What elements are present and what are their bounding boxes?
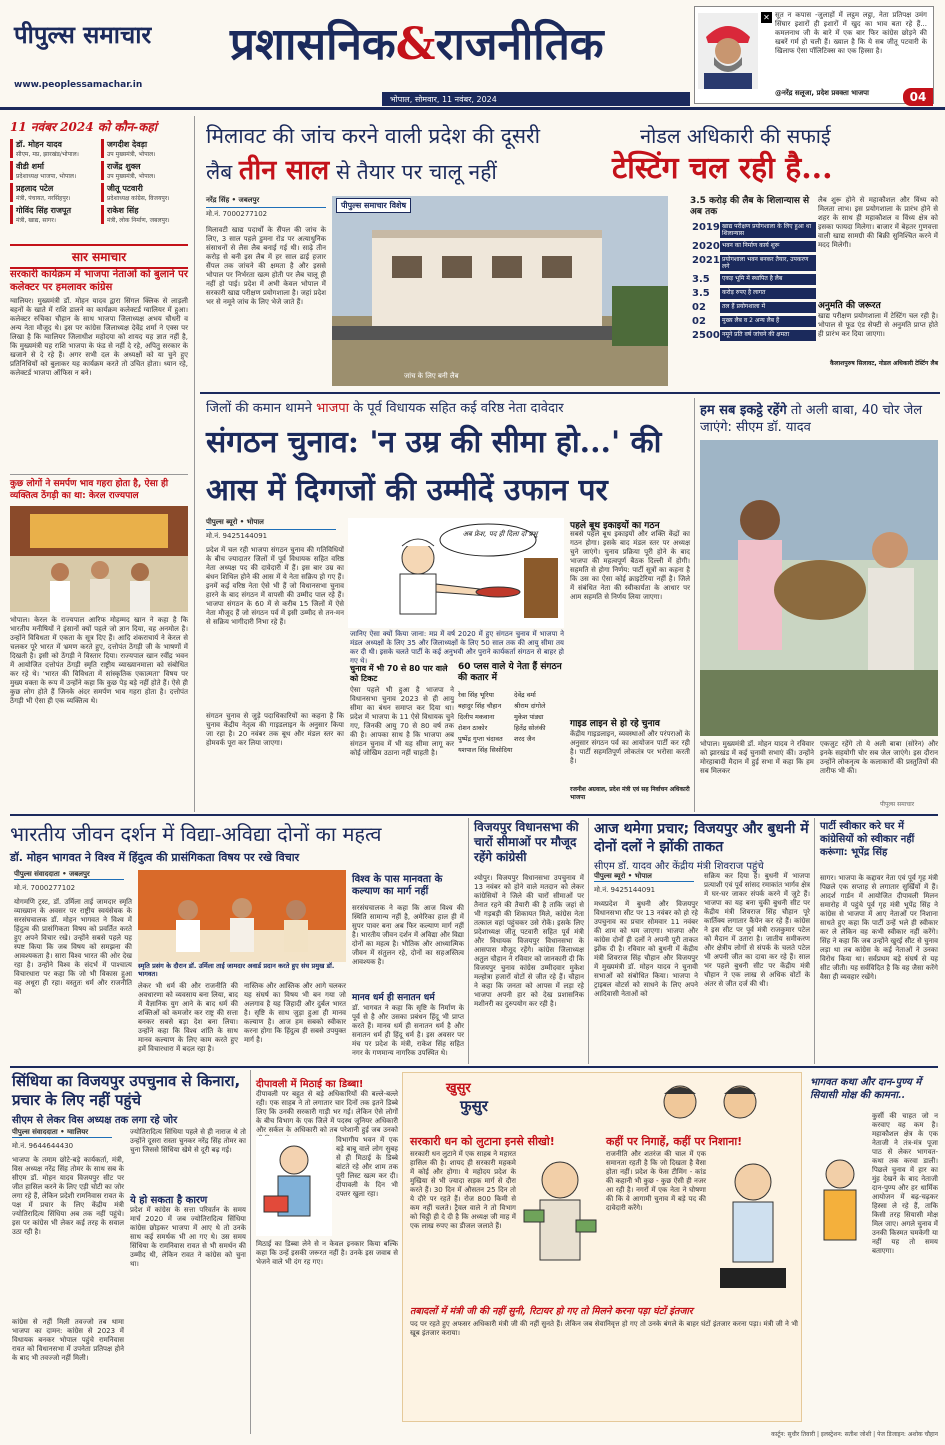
- person-detail: मंत्री, खाद्य, सागर।: [16, 217, 57, 224]
- timeline-year: 2021: [692, 255, 720, 266]
- khusur-title-a: खुसुर: [446, 1081, 471, 1096]
- lab-mobile: मो.नं. 7000277102: [206, 210, 268, 218]
- prachar-headline: आज थमेगा प्रचार; विजयपुर और बुधनी में दोनों दलों ने झोंकी ताकत: [594, 821, 809, 855]
- column-divider: [194, 116, 195, 812]
- lab-headline-line2: [206, 150, 616, 187]
- timeline-year: 3.5: [692, 288, 710, 299]
- birthdays-panel: [10, 118, 188, 240]
- list-item: बहादुर सिंह चौहान: [458, 702, 502, 710]
- timeline-row: [692, 274, 816, 285]
- cartoon-bubble: अब फ्रेश, पद ही दिला दो प्रभु: [462, 530, 538, 538]
- money-cartoon: [520, 1150, 600, 1300]
- timeline-text: मुख्य लैब व 2 अन्य लैब हैं: [720, 316, 816, 327]
- lab-headline-line1: मिलावट की जांच करने वाली प्रदेश की दूसरी: [206, 124, 541, 148]
- scindia-body3: प्रदेश में कांग्रेस के सत्ता परिवर्तन के समय मार्च 2020 में जब ज्योतिरादित्य सिंधिया कांग्रेस छोड़कर भाजपा में आए थे तो उनके साथ कई समर्थक भी आ गए थे। उस समय सिंधिया के रामनिवास रावत से भी समर्थन की उम्मीद थी, लेकिन रावत ने कांग्रेस को चुना था।: [130, 1206, 246, 1268]
- timeline-text: खाद्य परीक्षण प्रयोगशाला के लिए हुआ था शिलान्यास: [720, 222, 816, 238]
- age-body: ऐसा पहले भी हुआ है भाजपा ने विधानसभा चुनाव 2023 से ही आयु सीमा का बंधन समाप्त कर दिया था। प्रदेश में भाजपा के 11 ऐसे विधायक चुने गए, जिनकी आयु 70 से 80 वर्ष तक की है। आपका साथ है कि भाजपा अब संगठन चुनाव में भी यह सीमा लागू कर कोई जोखिम उठाना नहीं चाहती है।: [350, 686, 454, 757]
- khusur-title: [446, 1078, 488, 1116]
- timeline-row: [692, 330, 816, 341]
- masthead: [0, 0, 945, 110]
- list-item: रेवा सिंह भूरिया: [458, 691, 494, 699]
- khusur-item2-body: राजनीति और शतरंज की चाल में एक समानता रहती है कि जो दिखता है वैसा होता नहीं। प्रदेश के फेस टीमिंग - कांड की कहानी भी कुछ - कुछ ऐसी ही नजर आ रही है। नगरों में एक नेता ने घोषणा की कि वे आगामी चुनाव में बड़े पद की दावेदारी करेंगे।: [606, 1150, 706, 1212]
- booth-headline: पहले बूथ इकाइयों का गठन: [570, 521, 660, 531]
- person-detail: प्रदेशाध्यक्ष भाजपा, भोपाल।: [16, 173, 77, 180]
- person-name: राजेंद्र शुक्ल: [107, 162, 141, 171]
- scindia-body4: कांग्रेस से नहीं मिली तवज्जो तब थामा भाजपा का दामन: कांग्रेस से 2023 में विधायक बनकर भोपाल पहुंचे रामनिवास रावत को विधानसभा में उपनेता प्रतिपक्ष होने के बाद भी तवज्जो नहीं मिली।: [12, 1318, 124, 1362]
- tweet-box: [694, 6, 934, 104]
- cm-dance-photo: [700, 440, 938, 736]
- column-divider: [588, 818, 589, 1064]
- person-card: [101, 205, 188, 224]
- sangathan-body: प्रदेश में चल रही भाजपा संगठन चुनाव की गतिविधियों के बीच ज्यादातर जिलों में पूर्व विधायक सहित वरिष्ठ नेता अध्यक्ष पद की दावेदारी में हैं। इस बार उम्र का बंधन शिथिल होने की आस में ये नेता सक्रिय हो गए हैं। इनमें कई वरिष्ठ नेता ऐसे भी हैं जो विधानसभा चुनाव हारने के बाद संगठन में वापसी की उम्मीद पाल रहे हैं। भाजपा संगठन के 60 में से करीब 15 जिलों में ऐसे नेता मौजूद हैं जो संगठन पर्व में इसी उम्मीद से तन-मन से सक्रिय भागीदारी निभा रहे हैं।: [206, 546, 344, 626]
- governor-event-photo: [10, 506, 188, 612]
- list-item: रोशन ठाकोर: [458, 724, 488, 732]
- birthdays-list: [10, 139, 188, 224]
- diwali-body: दीपावली पर बहुत से बड़े अधिकारियों की बल्ले-बल्ले रही। एक साहब ने तो लगातार चार दिनों तक इतने डिब्बे लिए कि उनकी सरकारी गाड़ी भर गई। लेकिन ऐसे लोगों के बीच विभाग के एक जिले में पदस्थ जूनियर अधिकारी और सर्कल के अधिकारी को तब परेशानी हुई जब उनको: [256, 1090, 398, 1134]
- alibaba-credit: पीपुल्स समाचार: [880, 801, 915, 808]
- anumati-headline: अनुमति की जरूरत: [818, 301, 881, 311]
- list-item: पुष्पेंद्र गुप्ता चंदावत: [458, 735, 503, 743]
- sar-item1-headline: सरकारी कार्यक्रम में भाजपा नेताओं को बुलाने पर कलेक्टर पर हमलावर कांग्रेस: [10, 269, 188, 293]
- list-item: दिलीप मकवाना: [458, 713, 495, 721]
- person-name: वीडी शर्मा: [16, 162, 44, 171]
- timeline-year: 2020: [692, 241, 720, 252]
- sangathan-headline-line1: संगठन चुनाव: 'न उम्र की सीमा हो...' की: [206, 425, 662, 460]
- timeline-title: 3.5 करोड़ की लैब के शिलान्यास से अब तक: [690, 196, 810, 217]
- bhagwat-side-body: सरसंघचालक ने कहा कि आज विश्व की स्थिति सामान्य नहीं है, अमेरिका हाल ही में सुपर पावर बना अब फिर कल्याण मार्ग नहीं है। भारतीय जीवन दर्शन में अविद्या और विद्या दोनों का महत्व है। भौतिक और आध्यात्मिक जीवन में संतुलन रहे, दोनों का सहअस्तित्व आवश्यक है।: [352, 904, 464, 966]
- kicker-red: भाजपा: [316, 401, 349, 416]
- person-card: [101, 183, 188, 202]
- person-name: जगदीश देवड़ा: [107, 140, 148, 149]
- bhagwat-mobile: मो.नं. 7000277102: [14, 884, 76, 892]
- timeline-year: 02: [692, 316, 706, 327]
- bhagwat-body2: लेकर भी धर्म की और राजनीति की अवधारणा को व्यवसाय बना लिया, बाद में वैज्ञानिक युग आने के बाद धर्म की शक्तिओं को कमजोर कर राष्ट्र की सत्ता बनकर सबसे बड़ा देश बना लिया। उन्होंने कहा कि विश्व शांति के साथ मानव कल्याण के लिए काम करते हुए हमें विचारधारा में बदल रहा है।: [138, 982, 238, 1053]
- bhupendra-body: सागर। भाजपा के कद्दावर नेता एवं पूर्व गृह मंत्री पिछले एक सप्ताह से लगातार सुर्खियों में हैं। आदर्श गार्डन में आयोजित दीपावली मिलन समारोह में पहुंचे पूर्व गृह मंत्री भूपेंद्र सिंह ने कांग्रेस से भाजपा में आए नेताओं पर निशाना साधते हुए कहा कि पार्टी उन्हें भले ही स्वीकार कर ले लेकिन वह कभी स्वीकार नहीं करेंगे। सिंह ने कहा कि जब उन्होंने खुरई सीट से चुनाव लड़ा था तब कांग्रेस के कई नेताओं ने उनका विरोध किया था। सर्वप्रथम बड़े संघर्ष से यह सीट जीती। यह सर्वविदित है कि वह जैसा करेंगे वैसा ही व्यवहार रखेंगे।: [820, 874, 938, 981]
- bhagwat-event-photo: [138, 870, 346, 962]
- kicker-b: के पूर्व विधायक सहित कई वरिष्ठ नेता दावेदार: [353, 401, 564, 416]
- timeline-row: [692, 316, 816, 327]
- timeline-year: 02: [692, 302, 706, 313]
- column-divider: [468, 818, 469, 1064]
- bhagwat-body3: नास्तिक और आस्तिक और आगे चलकर यह संघर्ष का विषय भी बन गया जो अलगाव है यह जिहादी और दुर्बल भारत है। सृष्टि के साथ जुड़ा हुआ ही मानव कल्याण है। आज हम सबको स्वीकार करना होगा कि हिंदुत्व ही सबसे उपयुक्त मार्ग है।: [244, 982, 346, 1044]
- bhagwat-side-headline: विश्व के पास मानवता के कल्याण का मार्ग नहीं: [352, 874, 443, 897]
- list-item: श्रीराम दांगोले: [514, 702, 546, 710]
- sar-item2-headline: कुछ लोगों ने समर्पण भाव गहरा होता है, ऐसा ही व्यक्तित्व ठेंगड़ी का था: केरल राज्यपाल: [10, 479, 169, 501]
- list-item: शरद जैन: [514, 735, 536, 743]
- person-card: [10, 205, 97, 224]
- timeline-year: 3.5: [692, 274, 710, 285]
- age-headline: चुनाव में भी 70 से 80 पार वाले को टिकट: [350, 664, 448, 683]
- guide-author: रजनीश अग्रवाल, प्रदेश मंत्री एवं सह निर्वाचन अधिकारी भाजपा: [570, 786, 690, 801]
- person-detail: उप मुख्यमंत्री, भोपाल।: [107, 151, 156, 158]
- bhagwat-subhead: डॉ. मोहन भागवत ने विश्व में हिंदुत्व की प्रासंगिकता विषय पर रखे विचार: [10, 851, 300, 864]
- scindia-byline: पीपुल्स संवाददाता • ग्वालियर: [12, 1128, 112, 1138]
- timeline-text: एकड़ भूमि में स्थापित है लैब: [720, 274, 816, 285]
- sar-item1-body: ग्वालियर। मुख्यमंत्री डॉ. मोहन यादव द्वारा सिंगल क्लिक से लाड़ली बहनों के खाते में राशि डालने का कार्यक्रम कलेक्टर्ड ग्वालियर में हुआ। कलेक्टर रुचिका चौहान के साथ भाजपा जिलाध्यक्ष अभय चौधरी व अन्य नेता मौजूद थे। इस पर कांग्रेस जिलाध्यक्ष देवेंद्र शर्मा ने एक्स पर लिखा है कि ग्वालियर जिलाधीश महोदया को शायद यह ज्ञात नहीं है, कि मुख्यमंत्री यह राशि भाजपा के फंड से नहीं दे रहे, अपितु सरकार के खजाने से दे रहे हैं। अगर सभी दल के अध्यक्षों को या चुने हुए प्रतिनिधियों को बुलाकर यह कार्यक्रम करते तो उचित होता। ध्यान रहे, कलेक्टर्ड भाजपा ऑफिस न बने।: [10, 297, 188, 377]
- timeline-text: प्रयोगशाला भवन बनकर तैयार, उपकरण लगे: [720, 255, 816, 271]
- prachar-subhead: सीएम डॉ. यादव और केंद्रीय मंत्री शिवराज पहुंचे: [594, 861, 764, 872]
- lab-body: मिलावटी खाद्य पदार्थों के सैंपल की जांच के लिए, 3 साल पहले डुमना रोड पर अत्याधुनिक संसाधनों से लैस लैब बनाई गई थी। साढ़े तीन करोड़ से बनी इस लैब में हर साल ढाई हजार सैंपल तक जांचने की क्षमता है और इससे भोपाल पर निर्भरता खत्म होती पर लैब चालू ही नहीं हो पाई। प्रदेश में अभी केवल भोपाल में सरकारी खाद्य परीक्षण प्रयोगशाला है। जहां प्रदेश भर से नमूने जांच के लिए भेजे जाते हैं।: [206, 226, 326, 306]
- lab-byline: नरेंद्र सिंह • जबलपुर: [206, 196, 326, 208]
- bhagwat-body: योगमणि ट्रस्ट, डॉ. उर्मिला ताई जामदार स्मृति व्याख्यान के अवसर पर राष्ट्रीय स्वयंसेवक के सरसंघचालक डॉ. मोहन भागवत ने विश्व में हिंदुत्व की प्रासंगिकता विषय को प्रवर्तित करते हुए अपने विचार रखे। उन्होंने सबसे पहले यह स्पष्ट किया कि जब विषय को समझना की आवश्यकता है। सारा विश्व भारत की ओर देख रहा है। उन्होंने विश्व के संदर्भ में पाश्चात्य विचारधारा पर कहा कि जो भी विकास हुआ वह अधूरा ही रहा। वस्तुतः धर्म और राजनीति को: [14, 898, 132, 996]
- alibaba-caption2: एकजुट रहेंगे तो ये अली बाबा (सोरेन) और इनके सहयोगी चोर सब जेल जाएंगे। इस दौरान उन्होंने लोकनृत्य के कलाकारों की प्रस्तुतियों की तारीफ भी की।: [820, 740, 938, 775]
- scindia-reason-headline: ये हो सकता है कारण: [130, 1195, 208, 1206]
- nodal-headline-line2: टेस्टिंग चल रही है...: [612, 151, 833, 186]
- names-list: [458, 690, 568, 754]
- cartoon-caption: जानिए ऐसा क्यों किया जाना: मप्र में वर्ष 2020 में हुए संगठन चुनाव में भाजपा ने मंडल अध्यक्षों के लिए 35 और जिलाध्यक्षों के लिए 50 साल तक की आयु सीमा तय कर दी थी। इसके चलते पार्टी के कई अनुभवी और पुराने कार्यकर्ता संगठन से बाहर हो गए थे।: [350, 630, 564, 665]
- page-number: 04: [903, 88, 933, 106]
- column-divider: [814, 818, 815, 1064]
- sangathan-body2: संगठन चुनाव से जुड़े पदाधिकारियों का कहना है कि चुनाव केंद्रीय नेतृत्व की गाइडलाइन के अनुसार किया जा रहा है। 20 नवंबर तक बूथ और मंडल स्तर का होमवर्क पूरा कर लिया जाएगा।: [206, 712, 344, 747]
- person-name: जीतू पटवारी: [107, 184, 143, 193]
- timeline-list: [692, 222, 816, 344]
- alibaba-headline: [700, 402, 938, 436]
- timeline-row: [692, 288, 816, 299]
- sangathan-mobile: मो.नं. 9425144091: [206, 532, 268, 540]
- divider: [10, 814, 938, 816]
- diwali-body2: मिठाई का डिब्बा लेने से न केवल इनकार किया बल्कि कहा कि उन्हें इसकी जरूरत नहीं है। उनके इस जवाब से भेजने वाले भी दंग रह गए।: [256, 1240, 398, 1266]
- sangathan-byline: पीपुल्स ब्यूरो • भोपाल: [206, 518, 336, 530]
- timeline-row: [692, 302, 816, 313]
- khusur-item2-headline: कहीं पर निगाहें, कहीं पर निशाना!: [606, 1135, 743, 1148]
- person-name: डॉ. मोहन यादव: [16, 140, 62, 149]
- tweet-text: सूत न कपास -जुलाहों में लट्ठम लट्ठा, नेता प्रतिपक्ष उमंग सिंघार इशारों ही इशारों में खुद का भाव बता रहे हैं... कमलनाथ जी के बारे में एक बार फिर कांग्रेस छोड़ने की खबरें गर्म हो चली हैं। ख्याल है कि ये सब जीतू पटवारी के खिलाफ ऐसा पॉलिटिक्स का एक हिस्सा है।: [775, 11, 927, 55]
- khusur-bottom-headline: तबादलों में मंत्री जी की नहीं सुनी, रिटायर हो गए तो मिलने करना पड़ा घंटों इंतजार: [410, 1306, 693, 1317]
- person-detail: उप मुख्यमंत्री, भोपाल।: [107, 173, 156, 180]
- timeline-row: [692, 255, 816, 271]
- scindia-subhead: सीएम से लेकर विस अध्यक्ष तक लगा रहे जोर: [12, 1115, 178, 1126]
- person-detail: प्रदेशाध्यक्ष कांग्रेस, विजयपुर।: [107, 195, 170, 202]
- lab-photo-label: पीपुल्स समाचार विशेष: [336, 198, 411, 213]
- diwali-body3: विभागीय भवन में एक बड़े बाबू वाले लोग सुबह से ही मिठाई के डिब्बे बांटते रहे और शाम तक पूरी लिस्ट खत्म कर दी। दीपावली के दिन भी दफ्तर खुला रहा।: [336, 1136, 398, 1198]
- katha-body: कुर्सी की चाहत जो न करवाए वह कम है। महाकौशल क्षेत्र के एक नेताजी ने तंत्र-मंत्र पूजा पाठ से लेकर भागवत-कथा तक करवा डाली। पिछले चुनाव में हार का मुंह देखने के बाद नेताजी दान-पुण्य और हर धार्मिक आयोजन में बढ़-चढ़कर हिस्सा ले रहे हैं, ताकि किसी तरह सियासी मोक्ष मिल जाए। अगले चुनाव में उनकी किस्मत चमकेगी या नहीं यह तो समय बताएगा।: [872, 1112, 938, 1255]
- column-divider: [250, 1070, 251, 1434]
- list-item: यशपाल सिंह सिसोदिया: [458, 746, 513, 754]
- list-item: मुकेश पांड्या: [514, 713, 544, 721]
- list-item: देवेंद्र वर्मा: [514, 691, 536, 699]
- sangathan-headline-line2: आस में दिग्गजों की उम्मीदें उफान पर: [206, 473, 608, 508]
- person-name: प्रहलाद पटेल: [16, 184, 54, 193]
- birthdays-title: 11 नवंबर 2024 को कौन-कहां: [10, 120, 157, 134]
- alibaba-caption1: भोपाल। मुख्यमंत्री डॉ. मोहन यादव ने रविवार को झारखंड में कई चुनावी सभाएं कीं। उन्होंने मोरहाबादी मैदान में हुई सभा में कहा कि हम सब मिलकर: [700, 740, 814, 775]
- bhupendra-headline: पार्टी स्वीकार करे घर में कांग्रेसियों को स्वीकार नहीं करूंगा: भूपेंद्र सिंह: [820, 821, 915, 858]
- person-card: [10, 161, 97, 180]
- whisper-cartoon: [640, 1076, 790, 1132]
- diwali-headline: दीपावली में मिठाई का डिब्बा!: [256, 1079, 364, 1090]
- lab-building-photo: [332, 196, 668, 386]
- person-detail: सीएम, मप्र, झारखंड/भोपाल।: [16, 151, 79, 158]
- khusur-item1-body: सरकारी धन लुटाने में एक साहब ने महारत हासिल की है। शायद ही सरकारी महकमे में कोई और होगा। ये महोदय प्रदेश के मुखिया से भी ज्यादा सड़क मार्ग से दौरा करते हैं। 30 दिन में औसतन 25 दिन तो ये दौरे पर रहते हैं। रोज 800 किमी से कम नहीं चलते। ट्रैवल वाले ने तो विभाग को चिट्ठी ही दे दी है कि अध्यक्ष जी माह में एक लाख रुपए का डीजल जलाते हैं।: [410, 1150, 516, 1230]
- scindia-headline: सिंधिया का विजयपुर उपचुनाव से किनारा, प्रचार के लिए नहीं पहुंचे: [12, 1072, 241, 1109]
- section-title-amp: &: [395, 19, 436, 70]
- divider: [200, 392, 940, 394]
- diwali-cartoon: [256, 1136, 332, 1236]
- booth-body: सबसे पहले बूथ इकाइयों और शक्ति केंद्रों का गठन होगा। इसके बाद मंडल स्तर पर अध्यक्ष चुने जाएंगे। चुनाव प्रक्रिया पूरी होने के बाद भाजपा की महत्वपूर्ण बैठक दिल्ली में होगी। सहमति से होगा निर्णय: पार्टी सूत्रों का कहना है कि उस का ऐसा कोई क्राइटेरिया नहीं है। जिले में संबंधित नेता की स्वीकार्यता के आधार पर आम सहमति से निर्णय लिया जाएगा।: [570, 530, 690, 601]
- timeline-text: भवन का निर्माण कार्य शुरू: [720, 241, 816, 252]
- timeline-year: 2019: [692, 222, 720, 233]
- lab-headline-prefix: लैब: [206, 160, 233, 184]
- tweet-author: @नरेंद्र सलूजा, प्रदेश प्रवक्ता भाजपा: [775, 89, 869, 97]
- list-headline: 60 प्लस वाले ये नेता हैं संगठन की कतार में: [458, 662, 562, 683]
- prachar-body2: सक्रिय कर दिया है। बुधनी में भाजपा प्रत्याशी एवं पूर्व सांसद रमाकांत भार्गव क्षेत्र में घर-घर जाकर संपर्क करने में जुटे हैं। भाजपा का यह बना चुकी बुधनी सीट पर केंद्रीय मंत्री शिवराज सिंह चौहान पूरे कार्तिक्य लगातार कैंपेन कर रहे हैं। कांग्रेस ने इस सीट पर पूर्व मंत्री राजकुमार पटेल को मैदान में उतारा है। जातीय समीकरण और क्षेत्रीय लोगों से संपर्क के चलते पटेल भी अपनी जीत का दावा कर रहे हैं। साल भर पहले बुधनी सीट पर केंद्रीय मंत्री चौहान ने एक लाख से अधिक वोटों के अंतर से जीत दर्ज की थी।: [704, 872, 810, 988]
- khusur-bottom-body: पद पर रहते हुए अफसर अधिकारी मंत्री जी की नहीं सुनते हैं। लेकिन जब सेवानिवृत्त हो गए तो उनके बंगले के बाहर घंटों इंतजार करना पड़ा। मंत्री जी ने भी खूब इंतजार कराया।: [410, 1320, 798, 1337]
- vijaypur-body: श्योपुर। विजयपुर विधानसभा उपचुनाव में 13 नवंबर को होने वाले मतदान को लेकर कांग्रेसियों ने जिले की चारों सीमाओं पर तैनात रहने की तैयारी की है ताकि जहां से भी गड़बड़ी की शिकायत मिले, कांग्रेस नेता तत्काल वहां पहुंचकर उसे रोकें। इसके लिए प्रदेशाध्यक्ष जीतू पटवारी सहित पूर्व मंत्री और विधायक विजयपुर विधानसभा के आसपास मौजूद रहेंगे। कांग्रेस जिलाध्यक्ष अतुल चौहान ने रविवार को जानकारी दी कि विजयपुर चुनाव कांग्रेस उम्मीदवार मुकेश मल्होत्रा हजारों वोटों से जीत रहे हैं। चौहान ने कहा कि जनता को आपस में लड़ा रहे भाजपा अपनी हार को देख प्रशासनिक मशीनरी का दुरुपयोग कर रही है।: [474, 874, 584, 1008]
- bhagwat-headline: भारतीय जीवन दर्शन में विद्या-अविद्या दोनों का महत्व: [10, 822, 382, 846]
- bhagwat-byline: पीपुल्स संवाददाता • जबलपुर: [14, 870, 124, 880]
- timeline-text: नमूने प्रति वर्ष जांचने की क्षमता: [720, 330, 816, 341]
- katha-headline: भागवत कथा और दान-पुण्य में सियासी मोक्ष की कामना..: [810, 1077, 922, 1101]
- divider: [10, 1066, 938, 1068]
- list-item: हितेंद्र सोलंकी: [514, 724, 546, 732]
- author-avatar: [698, 13, 758, 89]
- website-url[interactable]: www.peoplessamachar.in: [14, 80, 143, 90]
- dateline-bar: भोपाल, सोमवार, 11 नवंबर, 2024: [382, 92, 690, 106]
- guide-headline: गाइड लाइन से हो रहे चुनाव: [570, 719, 660, 729]
- person-name: राकेश सिंह: [107, 206, 139, 215]
- nodal-headline-line1: नोडल अधिकारी की सफाई: [640, 124, 831, 148]
- prachar-mobile: मो.नं. 9425144091: [594, 886, 656, 894]
- vijaypur-headline: विजयपुर विधानसभा की चारों सीमाओं पर मौजूद रहेंगे कांग्रेसी: [474, 820, 579, 864]
- timeline-text: करोड़ रुपए है लागत: [720, 288, 816, 299]
- x-icon: ✕: [761, 12, 772, 23]
- prachar-byline: पीपुल्स ब्यूरो • भोपाल: [594, 872, 694, 882]
- lab-headline-suffix: से तैयार पर चालू नहीं: [335, 160, 497, 184]
- sar-item2-body: भोपाल। केरल के राज्यपाल आरिफ मोहम्मद खान ने कहा है कि भारतीय मनीषियों ने इंसानों क्यों पहले जो ज्ञान दिया, वह अनमोल है। उन्होंने विविधता में एकता के सूत्र दिए हैं। आदि शंकराचार्य ने केरल से चलकर पूरे भारत में भ्रमण करते हुए, दत्तोपंत ठेंगड़ी जी के भाषणों में दिखती है। इसी को ठेंगड़ी ने विस्तार दिया। राज्यपाल खान रवींद्र भवन में आयोजित दत्तोपंत ठेंगड़ी स्मृति राष्ट्रीय व्याख्यानमाला को संबोधित कर रहे थे। 'भारत की विविधता में सांस्कृतिक एकात्मता' विषय पर मुख्य वक्ता के रूप में उन्होंने कहा कि कुछ पेड़ बड़े नहीं होते हैं। ऐसे ही कुछ लोग होते हैं जिनके अंदर समर्पण भाव गहरा होता है। दत्तोपंत ठेंगड़ी भी ऐसा ही एक व्यक्तित्व थे।: [10, 616, 188, 705]
- timeline-row: [692, 241, 816, 252]
- scindia-mobile: मो.नं. 9644644430: [12, 1142, 74, 1150]
- guide-body: केंद्रीय गाइडलाइन, व्यवस्थाओं और परंपराओं के अनुसार संगठन पर्व का आयोजन पार्टी कर रही है। पार्टी सहमतिपूर्ण लोकतंत्र पर भरोसा करती है।: [570, 730, 690, 765]
- bhagwat-side-body2: डॉ. भागवत ने कहा कि सृष्टि के निर्माण के पूर्व से है और उसका प्रबंधन हिंदू भी प्राप्त करते हैं। मानव धर्म ही सनातन धर्म है और सनातन धर्म ही हिंदू धर्म है। इस अवसर पर मंच पर प्रदेश के मंत्री, राकेश सिंह सहित नगर के गणमान्य नागरिक उपस्थित थे।: [352, 1004, 464, 1057]
- alibaba-headline-a: हम सब इकट्ठे रहेंगे: [700, 403, 787, 418]
- person-card: [10, 183, 97, 202]
- divider: [10, 474, 188, 475]
- scindia-body: भाजपा के तमाम छोटे-बड़े कार्यकर्ता, मंत्री, विस अध्यक्ष नरेंद्र सिंह तोमर के साथ सब के सीएम डॉ. मोहन यादव विजयपुर सीट पर जीत हासिल करने के लिए एड़ी चोटी का जोर लगा रहे हैं, लेकिन प्रदेशी रामनिवास रावत के पक्ष में प्रचार के लिए केंद्रीय मंत्री ज्योतिरादित्य सिंधिया अब तक नहीं पहुंचे। इस पर कांग्रेस भी लेकर कई तरह के सवाल उठा रही है।: [12, 1156, 124, 1236]
- khusur-title-b: फुसुर: [460, 1097, 488, 1115]
- section-title: [230, 12, 604, 72]
- timeline-row: [692, 222, 816, 238]
- person-detail: मंत्री, पंचायत, नरसिंहपुर।: [16, 195, 71, 202]
- scindia-body2: ज्योतिरादित्य सिंधिया पहले से ही नाराज थे तो उन्होंने दूसरा रास्ता चुनकर नरेंद्र सिंह तोमर का चुना जिससे सिंधिया खेमे से दूरी बढ़ गई।: [130, 1128, 246, 1154]
- page-credits: कार्टून: सुधीर तिवारी | इलस्ट्रेशन: सतीश जोशी | पेज डिजाइन: अशोक चौहान: [771, 1431, 938, 1438]
- anumati-body: खाद्य परीक्षण प्रयोगशाला में टेस्टिंग चल रही है। भोपाल से फूड एंड सेफ्टी से अनुमति प्राप्त होते ही प्रारंभ कर दिया जाएगा।: [818, 312, 938, 338]
- column-divider: [694, 398, 695, 812]
- person-detail: मंत्री, लोक निर्माण, जबलपुर।: [107, 217, 170, 224]
- section-title-part2: राजनीतिक: [435, 19, 604, 70]
- sar-samachar-title: सार समाचार: [10, 244, 188, 269]
- timeline-year: 2500: [692, 330, 720, 341]
- anumati-author: कैलाशपुरुष सिलावट, नोडल अधिकारी टेस्टिंग लैब: [829, 360, 938, 367]
- person-name: गोविंद सिंह राजपूत: [16, 206, 72, 215]
- nodal-side-body: लैब शुरू होने से महाकौशल और विंध्य को मिलता लाभ। इस प्रयोगशाला के प्रारंभ होने से शहर के साथ ही महाकौशल व विंध्य क्षेत्र को इसका फायदा मिलेगा। बाजार में बेहतर गुणवत्ता वाली खाद्य सामग्री की बिक्री सुनिश्चित करने में मदद मिलेगी।: [818, 196, 938, 249]
- chess-cartoon: [710, 1152, 796, 1300]
- khusur-item1-headline: सरकारी धन को लुटाना इनसे सीखो!: [410, 1135, 555, 1148]
- brand-logo: पीपुल्स समाचार: [14, 21, 152, 49]
- sangathan-kicker: [206, 398, 676, 416]
- bhagwat-side-headline2: मानव धर्म ही सनातन धर्म: [352, 993, 435, 1003]
- kicker-a: जिलों की कमान थामने: [206, 401, 312, 416]
- prachar-body: मध्यप्रदेश में बुधनी और विजयपुर विधानसभा सीट पर 13 नवंबर को हो रहे उपचुनाव का प्रचार सोमवार 11 नवंबर की शाम को थम जाएगा। भाजपा और कांग्रेस दोनों ही दलों ने अपनी पूरी ताकत झोंक दी है। रविवार को बुधनी में केंद्रीय मंत्री शिवराज सिंह चौहान और विजयपुर में मुख्यमंत्री डॉ. मोहन यादव ने चुनावी सभाओं को संबोधित किया। भाजपा ने ट्राइबल वोटर्स को साधने के लिए अपने आदिवासी नेताओं को: [594, 900, 698, 998]
- section-title-part1: प्रशासनिक: [230, 19, 396, 70]
- timeline-text: तल हैं प्रयोगशाला में: [720, 302, 816, 313]
- lab-headline-red: तीन साल: [238, 155, 330, 186]
- alibaba-headline-b: तो अली बाबा, 40 चोर जेल जाएंगे: सीएम डॉ. यादव: [700, 403, 923, 435]
- lab-photo-caption: जांच के लिए बनी लैब: [404, 372, 459, 380]
- person-card: [10, 139, 97, 158]
- person-card: [101, 139, 188, 158]
- bhagwat-photo-caption: स्मृति प्रसंग के दौरान डॉ. उर्मिला ताई जामदार अवार्ड प्रदान करते हुए संघ प्रमुख डॉ. भागवत।: [138, 962, 335, 978]
- person-card: [101, 161, 188, 180]
